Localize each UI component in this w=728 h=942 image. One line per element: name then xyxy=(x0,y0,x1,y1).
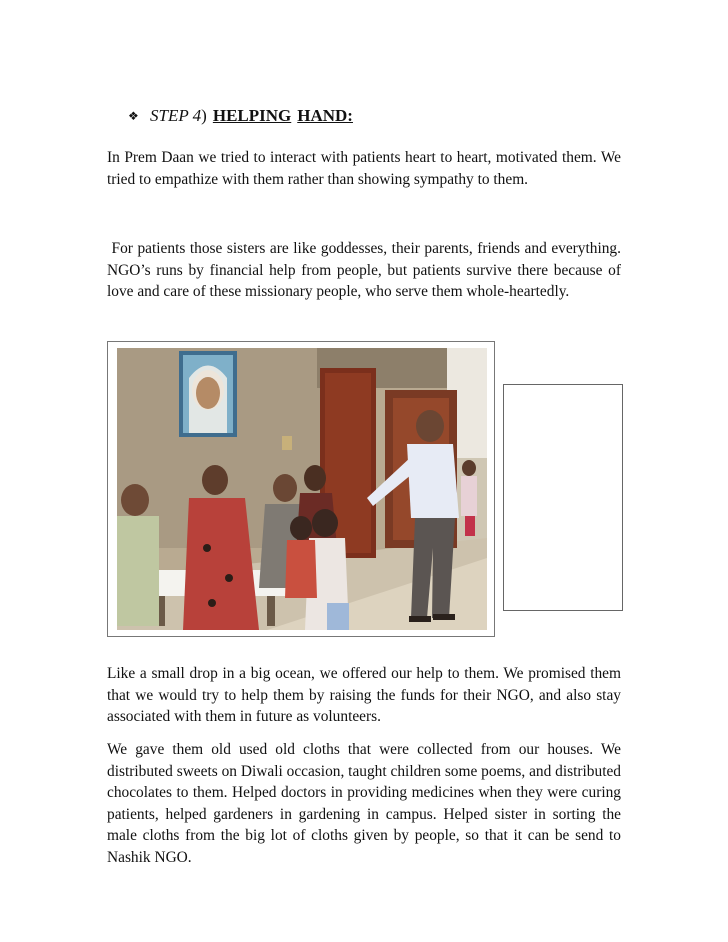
section-heading xyxy=(128,104,353,128)
volunteer-photo xyxy=(117,348,487,630)
photo-frame xyxy=(107,341,495,637)
diamond-bullet-icon: ❖ xyxy=(128,109,139,123)
paragraph-3: Like a small drop in a big ocean, we offered our help to them. We promised them that we would try to help them by raising the funds for their NGO, and also stay associated with them in future as volunteers. xyxy=(107,665,621,726)
paragraph-4: We gave them old used old cloths that were collected from our houses. We distributed sweets on Diwali occasion, taught children some poems, and distributed chocolates to them. Helped doctors in providing medicines when they were curing patients, helped gardeners in gardening in campus. Helped sister in sorting the male cloths from the big lot of cloths given by people, so that it can be send to Nashik NGO. xyxy=(107,741,621,866)
paragraph-2 xyxy=(107,238,621,303)
empty-image-placeholder xyxy=(503,384,623,611)
step-label: STEP 4 xyxy=(150,106,202,125)
heading-word-helping: HELPING xyxy=(212,106,292,125)
volunteer-photo-illustration xyxy=(117,348,487,630)
paragraph-2-text: For patients those sisters are like goddesses, their parents, friends and everything. NGO’s runs by financial help from people, but patients survive there because of love and care of these missionary people, who serve them whole-heartedly. xyxy=(107,240,621,301)
step-paren: ) xyxy=(201,106,207,125)
heading-word-hand: HAND: xyxy=(297,106,353,125)
paragraph-1: In Prem Daan we tried to interact with patients heart to heart, motivated them. We tried to empathize with them rather than showing sympathy to them. xyxy=(107,149,621,188)
